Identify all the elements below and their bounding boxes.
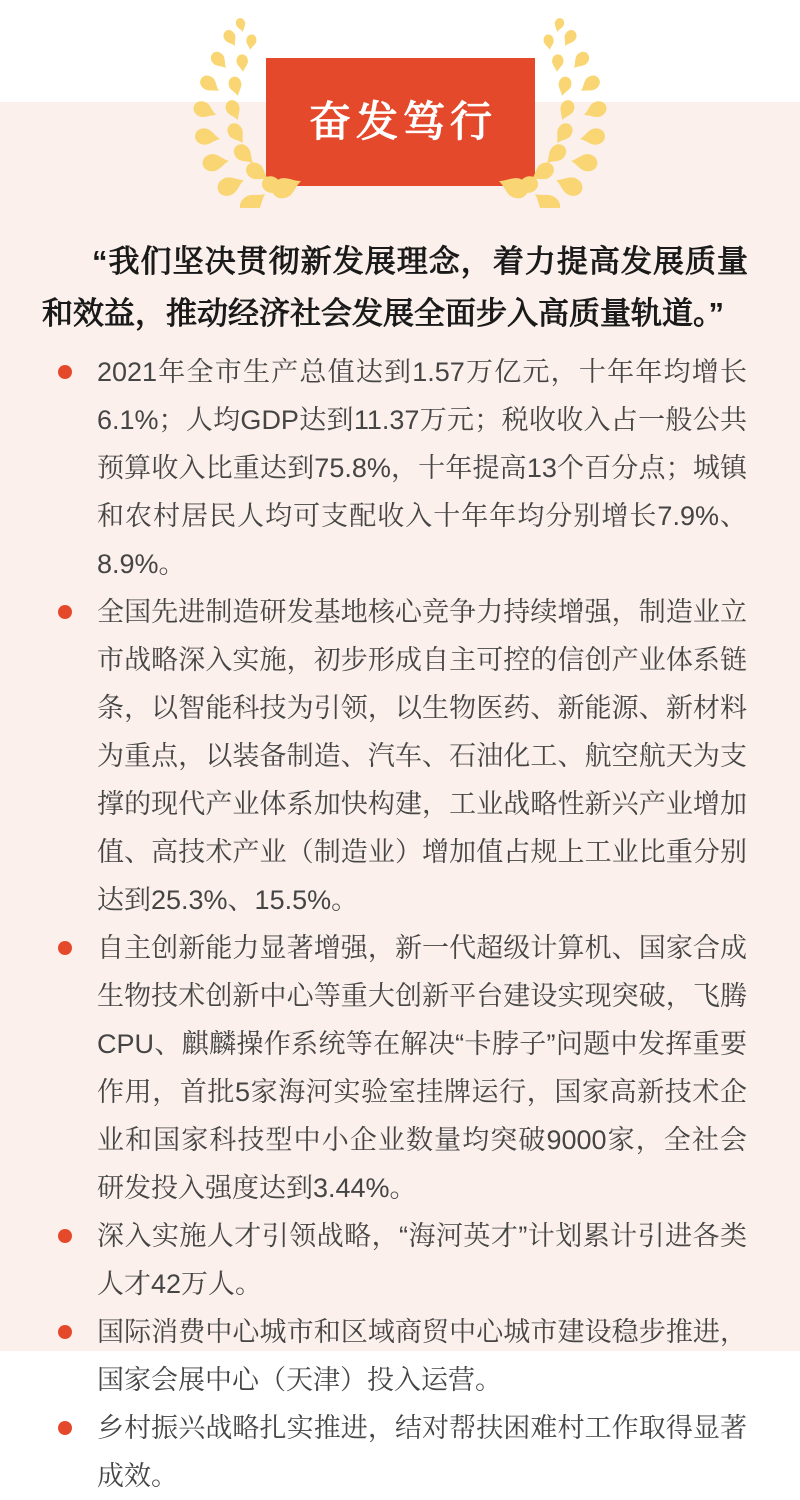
list-item-text: 全国先进制造研发基地核心竞争力持续增强，制造业立市战略深入实施，初步形成自主可控的信创产业体系链条，以智能科技为引领，以生物医药、新能源、新材料为重点，以装备制造、汽车、石油化工、航空航天为支撑的现代产业体系加快构建，工业战略性新兴产业增加值、高技术产业（制造业）增加值占规上工业比重分别达到25.3%、15.5%。 [97, 597, 747, 915]
list-item-text: 自主创新能力显著增强，新一代超级计算机、国家合成生物技术创新中心等重大创新平台建设实现突破，飞腾CPU、麒麟操作系统等在解决“卡脖子”问题中发挥重要作用，首批5家海河实验室挂牌运行，国家高新技术企业和国家科技型中小企业数量均突破9000家，全社会研发投入强度达到3.44%。 [97, 933, 747, 1203]
laurel-branch-icon [467, 18, 617, 208]
bullet-dot-icon [58, 605, 72, 619]
bullet-dot-icon [58, 1421, 72, 1435]
list-item [58, 924, 747, 1212]
bullet-dot-icon [58, 1229, 72, 1243]
bullet-dot-icon [58, 365, 72, 379]
list-item [58, 1404, 747, 1500]
laurel-branch-icon [183, 18, 333, 208]
list-item [58, 348, 747, 588]
achievements-list [0, 348, 800, 1500]
banner-title: 奋发笃行 [308, 98, 497, 145]
list-item-text: 乡村振兴战略扎实推进，结对帮扶困难村工作取得显著成效。 [97, 1413, 747, 1491]
list-item [58, 588, 747, 924]
list-item [58, 1308, 747, 1404]
quote-text: “我们坚决贯彻新发展理念，着力提高发展质量和效益，推动经济社会发展全面步入高质量轨道。” [42, 244, 748, 331]
bullet-dot-icon [58, 941, 72, 955]
list-item [58, 1212, 747, 1308]
list-item-text: 深入实施人才引领战略，“海河英才”计划累计引进各类人才42万人。 [97, 1221, 747, 1299]
list-item-text: 国际消费中心城市和区域商贸中心城市建设稳步推进，国家会展中心（天津）投入运营。 [97, 1317, 747, 1395]
header [0, 0, 800, 212]
bullet-dot-icon [58, 1325, 72, 1339]
list-item-text: 2021年全市生产总值达到1.57万亿元，十年年均增长6.1%；人均GDP达到11.37万元；税收收入占一般公共预算收入比重达到75.8%，十年提高13个百分点；城镇和农村居民人均可支配收入十年年均分别增长7.9%、8.9%。 [97, 357, 747, 579]
